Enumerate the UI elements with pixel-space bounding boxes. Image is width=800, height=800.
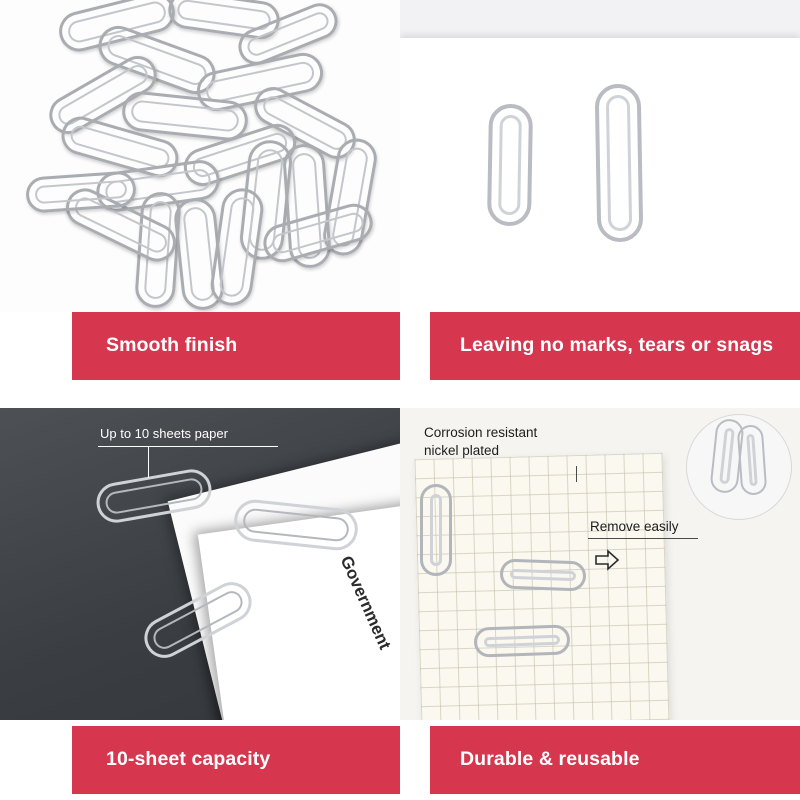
arrow-right-icon (594, 548, 620, 572)
photo-dark-desk-clips (0, 408, 400, 720)
panel-no-marks (400, 0, 800, 400)
paper-clip-zoomed (737, 424, 768, 496)
caption-bar-10-sheet-capacity (72, 726, 400, 794)
caption-bar-smooth-finish (72, 312, 400, 380)
corrosion-callout-line-2: nickel plated (424, 443, 500, 458)
paper-clip (487, 104, 533, 227)
caption-label: Durable & reusable (460, 748, 640, 771)
paper-clip (595, 84, 644, 243)
paper-clip (25, 170, 137, 214)
corrosion-callout-line-1: Corrosion resistant (424, 425, 538, 440)
callout-leader (148, 446, 149, 478)
paper-clip (420, 484, 452, 576)
paper-clip (500, 559, 587, 592)
photo-clips-on-paper (400, 0, 800, 312)
caption-bar-no-marks (430, 312, 800, 380)
panel-smooth-finish (0, 0, 400, 400)
photo-grid-notebook-clips (400, 408, 800, 720)
caption-label: Leaving no marks, tears or snags (460, 334, 774, 357)
remove-callout-label: Remove easily (590, 519, 679, 534)
corrosion-callout-leader (576, 466, 577, 482)
remove-callout-underline (588, 538, 698, 539)
zoom-inset-circle (686, 414, 792, 520)
capacity-callout-label: Up to 10 sheets paper (100, 426, 228, 441)
paper-clip (474, 624, 571, 657)
document-label: Government (336, 553, 395, 653)
caption-label: 10-sheet capacity (106, 748, 271, 771)
callout-underline (98, 446, 278, 447)
photo-scattered-clips (0, 0, 400, 312)
panel-10-sheet-capacity (0, 400, 400, 800)
caption-label: Smooth finish (106, 334, 238, 357)
panel-durable-reusable (400, 400, 800, 800)
caption-bar-durable-reusable (430, 726, 800, 794)
